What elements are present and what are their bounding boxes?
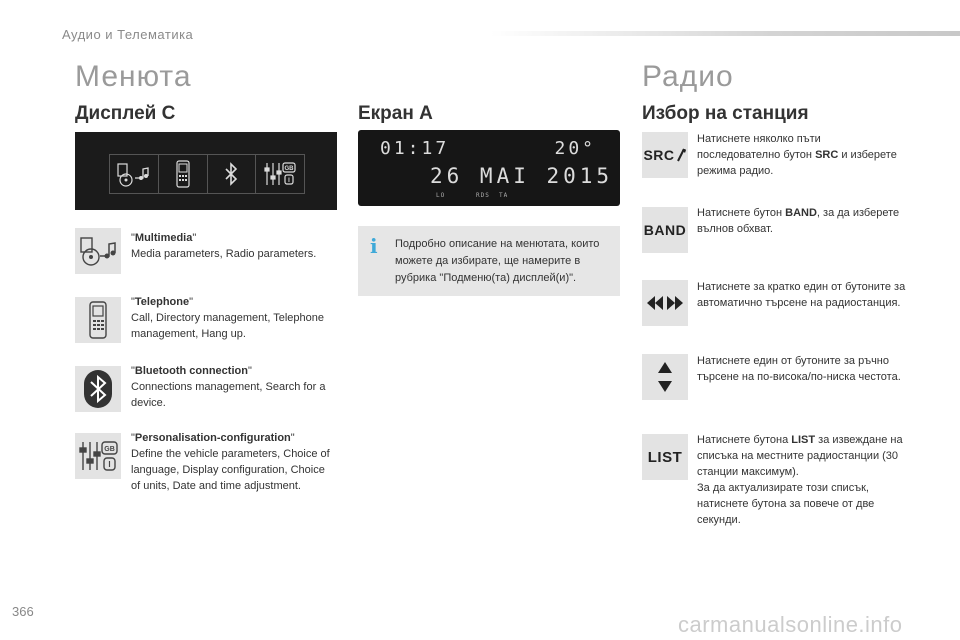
settings-icon [256, 155, 304, 193]
header-rule [490, 31, 960, 36]
display-rds: RDS [476, 192, 490, 199]
band-button-label: BAND [643, 222, 687, 238]
display-temperature: 20° [554, 138, 596, 159]
telephone-icon [87, 301, 109, 339]
list-button [642, 434, 688, 480]
bluetooth-icon [208, 155, 257, 193]
seek-arrows-icon [645, 294, 685, 312]
info-note [358, 226, 620, 296]
src-button-label: SRC [643, 147, 675, 163]
radio-title: Радио [642, 60, 734, 93]
display-c-menu-bar [109, 154, 305, 194]
display-date: 26 MAI 2015 [430, 164, 614, 188]
multimedia-desc: "Multimedia" Media parameters, Radio parameters. [131, 232, 317, 260]
seek-desc: Натиснете за кратко един от бутоните за автоматично търсене на радиостанция. [697, 281, 906, 309]
screen-a-title: Екран А [358, 103, 433, 124]
station-select-title: Избор на станция [642, 103, 809, 124]
multimedia-icon [78, 234, 118, 268]
telephone-icon [159, 155, 208, 193]
svg-text:I: I [288, 178, 290, 184]
band-desc: Натиснете бутон BAND, за да изберете вълнов обхват. [697, 207, 900, 235]
settings-icon-box [75, 433, 121, 479]
multimedia-icon-box [75, 228, 121, 274]
bluetooth-desc: "Bluetooth connection" Connections management, Search for a device. [131, 365, 326, 409]
settings-desc: "Personalisation-configuration" Define the vehicle parameters, Choice of language, Display configuration, Choice of units, Date and time adjustment. [131, 432, 330, 492]
menus-title: Менюта [75, 60, 192, 93]
list-button-label: LIST [647, 448, 683, 466]
up-down-arrows-icon [657, 360, 673, 394]
section-header: Аудио и Телематика [62, 27, 194, 42]
display-ta: TA [499, 192, 509, 199]
bluetooth-icon-box [75, 366, 121, 412]
watermark: carmanualsonline.info [678, 612, 903, 637]
phone-handset-icon [675, 147, 687, 163]
manual-tune-buttons [642, 354, 688, 400]
info-text: Подробно описание на менютата, които можете да избирате, ще намерите в рубрика "Подменю(та) дисплей(и)". [395, 238, 600, 284]
band-button [642, 207, 688, 253]
src-button [642, 132, 688, 178]
telephone-desc: "Telephone" Call, Directory management, Telephone management, Hang up. [131, 296, 325, 340]
manual-tune-desc: Натиснете един от бутоните за ръчно търсене на по-висока/по-ниска честота. [697, 355, 901, 383]
bluetooth-icon [83, 369, 113, 409]
list-desc: Натиснете бутона LIST за извеждане на списъка на местните радиостанции (30 станции максимум). За да актуализирате този списък, натиснете бутона за повече от две секунди. [697, 434, 903, 526]
src-desc: Натиснете няколко пъти последователно бутон SRC и изберете режима радио. [697, 133, 897, 177]
svg-text:GB: GB [104, 446, 115, 453]
multimedia-icon [110, 155, 159, 193]
display-c-title: Дисплей С [75, 103, 176, 124]
info-icon: i [370, 234, 378, 258]
screen-a-display [358, 130, 620, 206]
settings-icon [77, 438, 119, 474]
display-time: 01:17 [380, 138, 450, 159]
svg-text:I: I [108, 460, 111, 469]
page-number: 366 [12, 604, 34, 619]
telephone-icon-box [75, 297, 121, 343]
seek-buttons [642, 280, 688, 326]
svg-text:GB: GB [284, 166, 294, 172]
display-lo: LO [436, 192, 446, 199]
display-c-screen [75, 132, 337, 210]
